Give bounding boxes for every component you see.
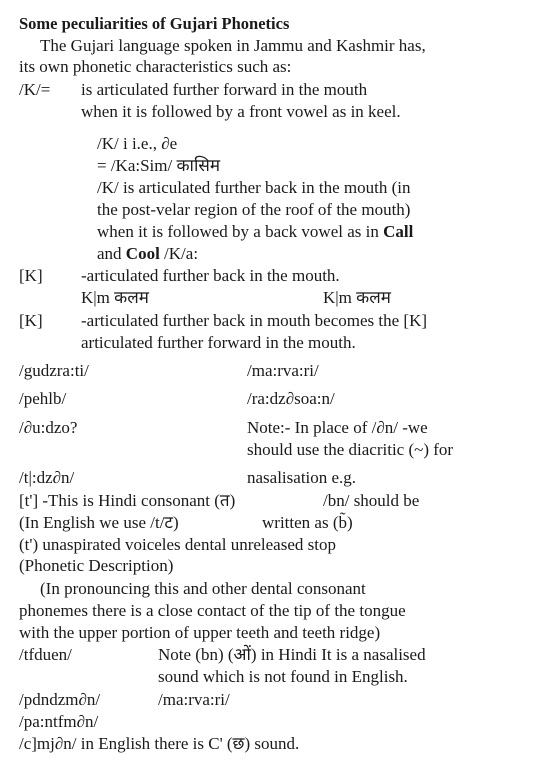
text-line: /pehlb/ (19, 389, 67, 408)
text-line: /pa:ntfm∂n/ (19, 712, 99, 731)
text-line: the post-velar region of the roof of the mouth) (97, 200, 411, 219)
text-line: when it is followed by a back vowel as in Call (97, 222, 414, 241)
text-line: K|m कलम (81, 288, 149, 307)
text-line: and Cool /K/a: (97, 244, 199, 263)
text-line: = /Ka:Sim/ कासिम (97, 156, 220, 175)
text-line: /pdndzm∂n/ (19, 690, 101, 709)
text-line: its own phonetic characteristics such as: (19, 57, 292, 76)
text-line: [K] (19, 311, 43, 330)
text-line: /∂u:dzo? (19, 418, 78, 437)
text-line: (Phonetic Description) (19, 556, 174, 575)
text-line: is articulated further forward in the mouth (81, 80, 368, 99)
text-line: should use the diacritic (~) for (247, 440, 454, 459)
text-line: /bn/ should be (323, 491, 420, 510)
text-line: with the upper portion of upper teeth and teeth ridge) (19, 623, 381, 642)
text-line: /gudzra:ti/ (19, 361, 89, 380)
page-title: Some peculiarities of Gujari Phonetics (19, 14, 290, 33)
text-line: articulated further forward in the mouth. (81, 333, 356, 352)
text-line: /tfduen/ (19, 645, 72, 664)
text-line: when it is followed by a front vowel as in keel. (81, 102, 401, 121)
text-line: (t') unaspirated voiceles dental unreleased stop (19, 535, 336, 554)
text-line: -articulated further back in mouth becomes the [K] (81, 311, 428, 330)
text-line: (In English we use /t/ट) (19, 513, 179, 532)
text-line: [K] (19, 266, 43, 285)
text-line: /K/ i i.e., ∂e (97, 134, 178, 153)
text-line: /ra:dz∂soa:n/ (247, 389, 335, 408)
text-line: [t'] -This is Hindi consonant (त) (19, 491, 236, 510)
text-line: nasalisation e.g. (247, 468, 357, 487)
text-line: /K/= (19, 80, 51, 99)
text-line: K|m कलम (323, 288, 391, 307)
text-line: sound which is not found in English. (158, 667, 408, 686)
text-line: Note:- In place of /∂n/ -we (247, 418, 428, 437)
text-line: /ma:rva:ri/ (158, 690, 230, 709)
text-line: -articulated further back in the mouth. (81, 266, 340, 285)
text-line: (In pronouncing this and other dental consonant (40, 579, 366, 598)
text-line: /ma:rva:ri/ (247, 361, 319, 380)
text-line: phonemes there is a close contact of the tip of the tongue (19, 601, 406, 620)
text-line: /c]mj∂n/ in English there is C' (छ) sound. (19, 734, 300, 753)
text-line: The Gujari language spoken in Jammu and Kashmir has, (40, 36, 426, 55)
text-line: /t|:dz∂n/ (19, 468, 75, 487)
text-line: Note (bn) (ओं) in Hindi It is a nasalised (158, 645, 426, 664)
text-line: /K/ is articulated further back in the mouth (in (97, 178, 411, 197)
text-line: written as (b̃) (262, 513, 353, 532)
